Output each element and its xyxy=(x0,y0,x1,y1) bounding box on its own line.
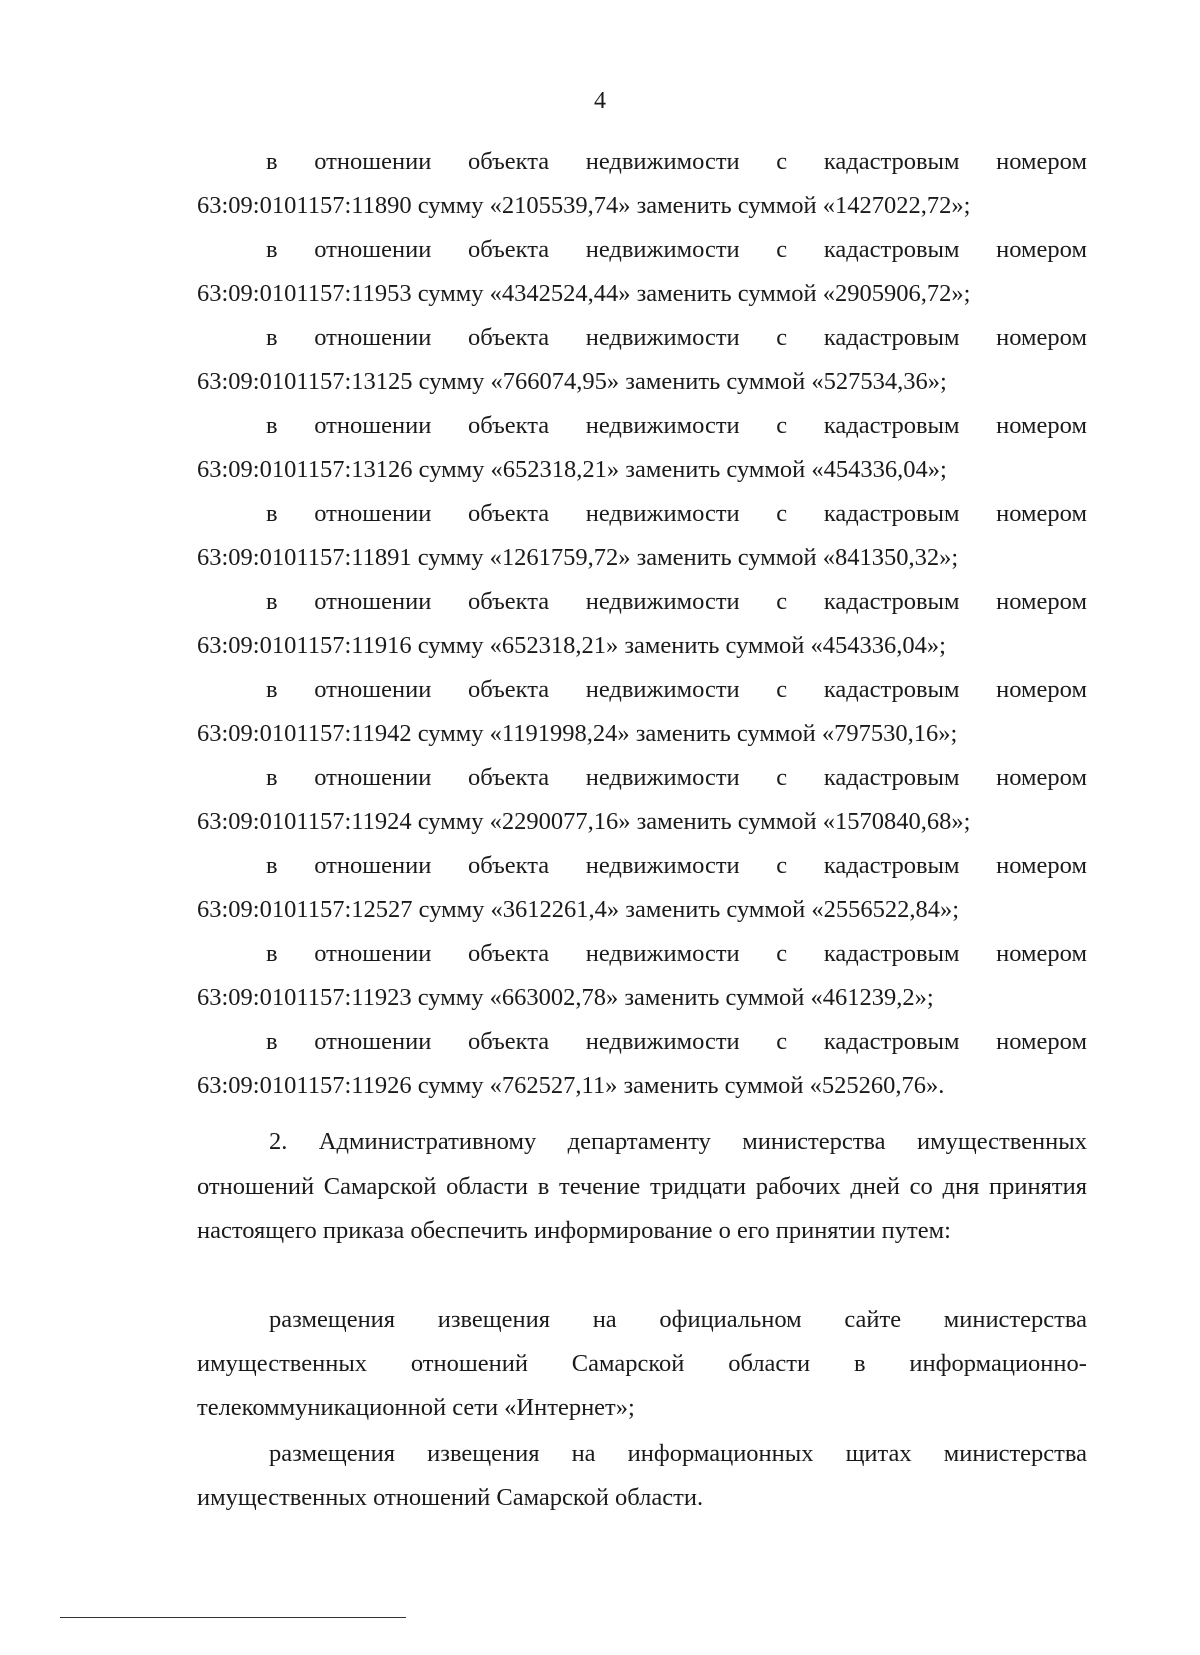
word: щитах xyxy=(845,1440,912,1467)
entry-intro-line xyxy=(197,580,1087,624)
sum-word: сумму xyxy=(411,632,490,659)
old-sum: «2105539,74» xyxy=(489,192,631,219)
old-sum: «652318,21» xyxy=(490,456,620,483)
entry-intro-word: объекта xyxy=(467,236,550,263)
entry-intro-word: объекта xyxy=(467,500,550,527)
entry-intro-word: кадастровым xyxy=(823,148,960,175)
entry-intro-word: объекта xyxy=(467,676,550,703)
entry-intro-line xyxy=(197,1020,1087,1064)
entry-intro-word: в xyxy=(266,236,278,263)
entry-sum-line xyxy=(197,360,1087,404)
paragraph-boards-notice xyxy=(197,1432,1087,1520)
entry-intro-word: номером xyxy=(996,148,1087,175)
word: извещения xyxy=(427,1440,540,1467)
entry-intro-word: недвижимости xyxy=(585,852,740,879)
entry-intro-word: с xyxy=(776,852,788,879)
new-sum: «2556522,84»; xyxy=(811,896,960,923)
entry-intro-word: номером xyxy=(996,500,1087,527)
old-sum: «766074,95» xyxy=(490,368,620,395)
new-sum: «797530,16»; xyxy=(821,720,958,747)
entry-intro-word: с xyxy=(776,324,788,351)
word: в xyxy=(853,1350,866,1377)
replace-phrase: заменить суммой xyxy=(619,896,812,923)
new-sum: «454336,04»; xyxy=(811,456,947,483)
paragraph-website-notice xyxy=(197,1298,1087,1430)
cadastral-number: 63:09:0101157:11890 xyxy=(197,192,412,219)
entry-intro-word: отношении xyxy=(314,148,432,175)
entry-intro-word: в xyxy=(266,764,278,791)
word: размещения xyxy=(269,1440,396,1467)
website-notice-line-1 xyxy=(197,1298,1087,1342)
entry-sum-line xyxy=(197,536,1087,580)
entry-intro-word: недвижимости xyxy=(585,236,740,263)
entry-intro-word: отношении xyxy=(314,236,432,263)
entry-intro-word: кадастровым xyxy=(823,852,960,879)
entry-intro-line xyxy=(197,316,1087,360)
paragraph-2-administrative-department: 2. Административному департаменту министерства имущественных отношений Самарской области в течение тридцати рабочих дней со дня принятия настоящего приказа обеспечить информирование о его принятии путем: xyxy=(197,1128,1087,1244)
cadastral-entry xyxy=(197,932,1087,1020)
sum-word: сумму xyxy=(411,808,490,835)
cadastral-number: 63:09:0101157:11923 xyxy=(197,984,412,1011)
sum-word: сумму xyxy=(412,368,491,395)
replace-phrase: заменить суммой xyxy=(618,632,811,659)
entry-intro-line xyxy=(197,668,1087,712)
replace-phrase: заменить суммой xyxy=(619,368,812,395)
entry-intro-word: кадастровым xyxy=(823,412,960,439)
entry-intro-word: номером xyxy=(996,764,1087,791)
replace-phrase: заменить суммой xyxy=(630,280,823,307)
entry-intro-word: объекта xyxy=(467,1028,550,1055)
entry-intro-line xyxy=(197,844,1087,888)
old-sum: «4342524,44» xyxy=(489,280,631,307)
cadastral-entry xyxy=(197,756,1087,844)
entry-intro-word: в xyxy=(266,148,278,175)
new-sum: «454336,04»; xyxy=(810,632,946,659)
cadastral-entry xyxy=(197,580,1087,668)
entry-intro-word: недвижимости xyxy=(585,676,740,703)
entry-intro-word: кадастровым xyxy=(823,940,960,967)
website-notice-line-3: телекоммуникационной сети «Интернет»; xyxy=(197,1394,635,1421)
entry-intro-word: объекта xyxy=(467,324,550,351)
entry-intro-word: в xyxy=(266,588,278,615)
old-sum: «762527,11» xyxy=(489,1072,618,1099)
entry-intro-word: недвижимости xyxy=(585,412,740,439)
entry-intro-line xyxy=(197,404,1087,448)
old-sum: «2290077,16» xyxy=(489,808,631,835)
cadastral-entry xyxy=(197,140,1087,228)
entry-intro-word: кадастровым xyxy=(823,588,960,615)
sum-word: сумму xyxy=(412,456,491,483)
new-sum: «527534,36»; xyxy=(811,368,947,395)
new-sum: «2905906,72»; xyxy=(822,280,971,307)
page-number: 4 xyxy=(594,88,606,114)
entry-intro-word: кадастровым xyxy=(823,500,960,527)
entry-intro-word: объекта xyxy=(467,852,550,879)
entry-intro-word: объекта xyxy=(467,588,550,615)
cadastral-entry xyxy=(197,404,1087,492)
cadastral-number: 63:09:0101157:11953 xyxy=(197,280,412,307)
entry-intro-word: отношении xyxy=(314,324,432,351)
entry-sum-line xyxy=(197,272,1087,316)
cadastral-number: 63:09:0101157:11891 xyxy=(197,544,412,571)
sum-word: сумму xyxy=(411,280,490,307)
entry-intro-word: номером xyxy=(996,588,1087,615)
entry-intro-word: с xyxy=(776,940,788,967)
sum-word: сумму xyxy=(411,984,490,1011)
word: информационных xyxy=(627,1440,814,1467)
entry-sum-line xyxy=(197,184,1087,228)
entry-intro-word: отношении xyxy=(314,412,432,439)
entry-intro-word: с xyxy=(776,676,788,703)
entry-intro-word: в xyxy=(266,412,278,439)
cadastral-number: 63:09:0101157:11924 xyxy=(197,808,412,835)
word: министерства xyxy=(943,1306,1087,1333)
entry-intro-word: недвижимости xyxy=(585,324,740,351)
entry-intro-word: кадастровым xyxy=(823,1028,960,1055)
entry-intro-word: номером xyxy=(996,940,1087,967)
new-sum: «525260,76». xyxy=(809,1072,945,1099)
entry-intro-word: объекта xyxy=(467,940,550,967)
replace-phrase: заменить суммой xyxy=(629,720,822,747)
cadastral-entry xyxy=(197,1020,1087,1108)
entry-intro-word: недвижимости xyxy=(585,764,740,791)
entry-sum-line xyxy=(197,624,1087,668)
entry-sum-line xyxy=(197,800,1087,844)
entry-intro-word: кадастровым xyxy=(823,676,960,703)
old-sum: «652318,21» xyxy=(489,632,619,659)
entry-sum-line xyxy=(197,448,1087,492)
old-sum: «663002,78» xyxy=(489,984,619,1011)
entry-intro-word: номером xyxy=(996,412,1087,439)
word: Самарской xyxy=(571,1350,685,1377)
entry-intro-word: объекта xyxy=(467,764,550,791)
cadastral-entry xyxy=(197,844,1087,932)
word: размещения xyxy=(269,1306,396,1333)
entry-intro-word: номером xyxy=(996,324,1087,351)
word: отношений xyxy=(410,1350,528,1377)
cadastral-entry xyxy=(197,228,1087,316)
word: официальном xyxy=(659,1306,802,1333)
replace-phrase: заменить суммой xyxy=(618,984,811,1011)
word: имущественных xyxy=(197,1350,368,1377)
boards-notice-line-1 xyxy=(197,1432,1087,1476)
cadastral-entry xyxy=(197,668,1087,756)
entry-intro-word: отношении xyxy=(314,1028,432,1055)
new-sum: «1427022,72»; xyxy=(822,192,971,219)
website-notice-line-2 xyxy=(197,1342,1087,1386)
entry-intro-word: недвижимости xyxy=(585,588,740,615)
entry-intro-word: недвижимости xyxy=(585,1028,740,1055)
replace-phrase: заменить суммой xyxy=(630,808,823,835)
sum-word: сумму xyxy=(411,192,490,219)
new-sum: «841350,32»; xyxy=(822,544,959,571)
entry-intro-word: в xyxy=(266,852,278,879)
entry-intro-word: недвижимости xyxy=(585,940,740,967)
cadastral-number: 63:09:0101157:11942 xyxy=(197,720,412,747)
word: области xyxy=(728,1350,811,1377)
word: на xyxy=(571,1440,596,1467)
sum-word: сумму xyxy=(411,1072,490,1099)
entry-intro-word: кадастровым xyxy=(823,236,960,263)
entry-intro-word: недвижимости xyxy=(585,500,740,527)
cadastral-number: 63:09:0101157:12527 xyxy=(197,896,413,923)
entry-intro-line xyxy=(197,932,1087,976)
entry-intro-word: с xyxy=(776,1028,788,1055)
cadastral-entries-list xyxy=(197,140,1087,1108)
entry-intro-word: кадастровым xyxy=(823,324,960,351)
replace-phrase: заменить суммой xyxy=(617,1072,810,1099)
entry-intro-word: недвижимости xyxy=(585,148,740,175)
replace-phrase: заменить суммой xyxy=(619,456,812,483)
entry-intro-word: в xyxy=(266,1028,278,1055)
footnote-separator-line xyxy=(60,1617,406,1618)
sum-word: сумму xyxy=(411,720,490,747)
entry-intro-word: кадастровым xyxy=(823,764,960,791)
entry-intro-word: отношении xyxy=(314,764,432,791)
entry-sum-line xyxy=(197,888,1087,932)
entry-intro-word: с xyxy=(776,148,788,175)
entry-intro-word: объекта xyxy=(467,412,550,439)
old-sum: «3612261,4» xyxy=(490,896,620,923)
sum-word: сумму xyxy=(412,896,491,923)
old-sum: «1191998,24» xyxy=(489,720,630,747)
entry-intro-word: в xyxy=(266,500,278,527)
boards-notice-line-2: имущественных отношений Самарской области. xyxy=(197,1484,704,1511)
entry-intro-word: с xyxy=(776,764,788,791)
entry-intro-word: с xyxy=(776,236,788,263)
entry-intro-word: с xyxy=(776,500,788,527)
word: информационно- xyxy=(909,1350,1087,1377)
entry-intro-word: отношении xyxy=(314,676,432,703)
sum-word: сумму xyxy=(411,544,490,571)
cadastral-number: 63:09:0101157:11916 xyxy=(197,632,412,659)
entry-intro-line xyxy=(197,228,1087,272)
entry-intro-word: объекта xyxy=(467,148,550,175)
entry-sum-line xyxy=(197,712,1087,756)
new-sum: «1570840,68»; xyxy=(822,808,971,835)
entry-intro-word: в xyxy=(266,324,278,351)
entry-intro-word: отношении xyxy=(314,588,432,615)
cadastral-entry xyxy=(197,316,1087,404)
entry-sum-line xyxy=(197,1064,1087,1108)
entry-intro-word: с xyxy=(776,588,788,615)
cadastral-entry xyxy=(197,492,1087,580)
cadastral-number: 63:09:0101157:11926 xyxy=(197,1072,412,1099)
entry-intro-line xyxy=(197,756,1087,800)
old-sum: «1261759,72» xyxy=(489,544,631,571)
entry-intro-word: в xyxy=(266,940,278,967)
cadastral-number: 63:09:0101157:13125 xyxy=(197,368,413,395)
entry-sum-line xyxy=(197,976,1087,1020)
entry-intro-word: отношении xyxy=(314,940,432,967)
cadastral-number: 63:09:0101157:13126 xyxy=(197,456,413,483)
new-sum: «461239,2»; xyxy=(810,984,934,1011)
entry-intro-word: номером xyxy=(996,676,1087,703)
word: министерства xyxy=(943,1440,1087,1467)
entry-intro-word: отношении xyxy=(314,852,432,879)
entry-intro-word: с xyxy=(776,412,788,439)
entry-intro-word: номером xyxy=(996,236,1087,263)
entry-intro-word: отношении xyxy=(314,500,432,527)
entry-intro-word: номером xyxy=(996,1028,1087,1055)
entry-intro-line xyxy=(197,492,1087,536)
word: извещения xyxy=(437,1306,551,1333)
entry-intro-word: номером xyxy=(996,852,1087,879)
word: на xyxy=(592,1306,617,1333)
replace-phrase: заменить суммой xyxy=(630,192,823,219)
word: сайте xyxy=(844,1306,902,1333)
replace-phrase: заменить суммой xyxy=(630,544,823,571)
entry-intro-line xyxy=(197,140,1087,184)
entry-intro-word: в xyxy=(266,676,278,703)
